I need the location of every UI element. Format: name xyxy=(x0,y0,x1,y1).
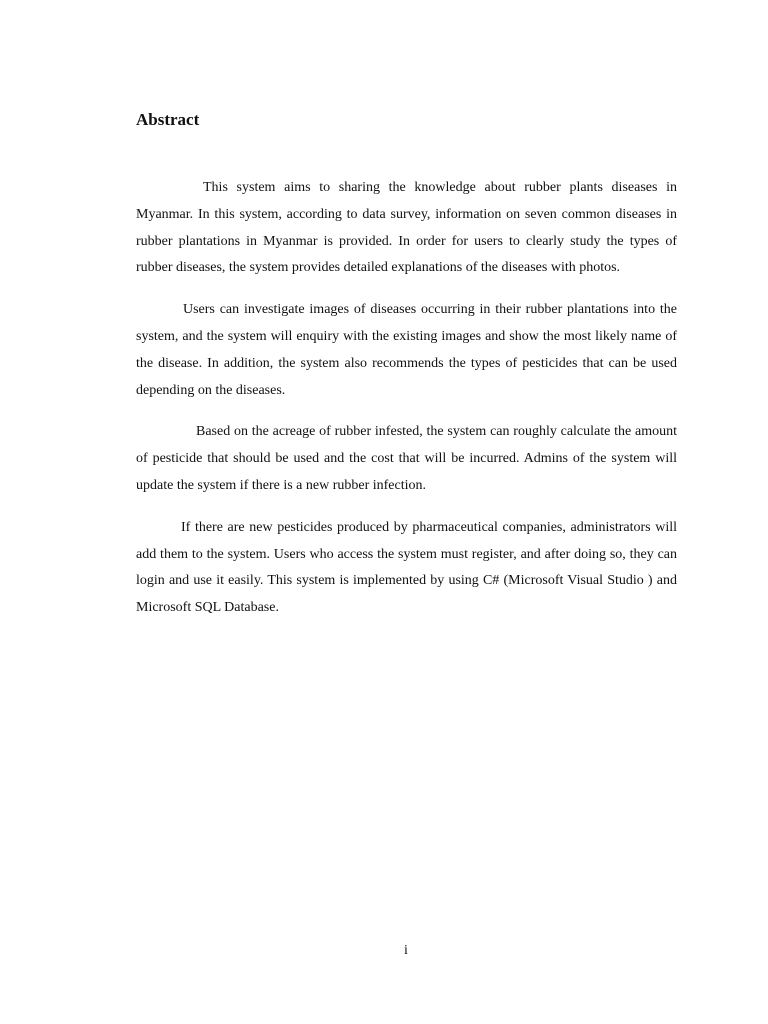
page-number: i xyxy=(404,943,408,958)
abstract-paragraph-4: If there are new pesticides produced by pharmaceutical companies, administrators will add them to the system. Users who access the system must register, and after doing so, they can login and use it easily. This system is implemented by using C# (Microsoft Visual Studio ) and Microsoft SQL Database. xyxy=(136,519,677,616)
abstract-body xyxy=(136,175,677,622)
abstract-paragraph-1: This system aims to sharing the knowledge about rubber plants diseases in Myanmar. In this system, according to data survey, information on seven common diseases in rubber plantations in Myanmar is provided. In order for users to clearly study the types of rubber diseases, the system provides detailed explanations of the diseases with photos. xyxy=(136,180,677,276)
abstract-paragraph-3: Based on the acreage of rubber infested, the system can roughly calculate the amount of pesticide that should be used and the cost that will be incurred. Admins of the system will update the system if there is a new rubber infection. xyxy=(136,424,677,493)
abstract-paragraph-2: Users can investigate images of diseases occurring in their rubber plantations into the system, and the system will enquiry with the existing images and show the most likely name of the disease. In addition, the system also recommends the types of pesticides that can be used depending on the diseases. xyxy=(136,302,677,398)
page-title: Abstract xyxy=(136,110,200,129)
